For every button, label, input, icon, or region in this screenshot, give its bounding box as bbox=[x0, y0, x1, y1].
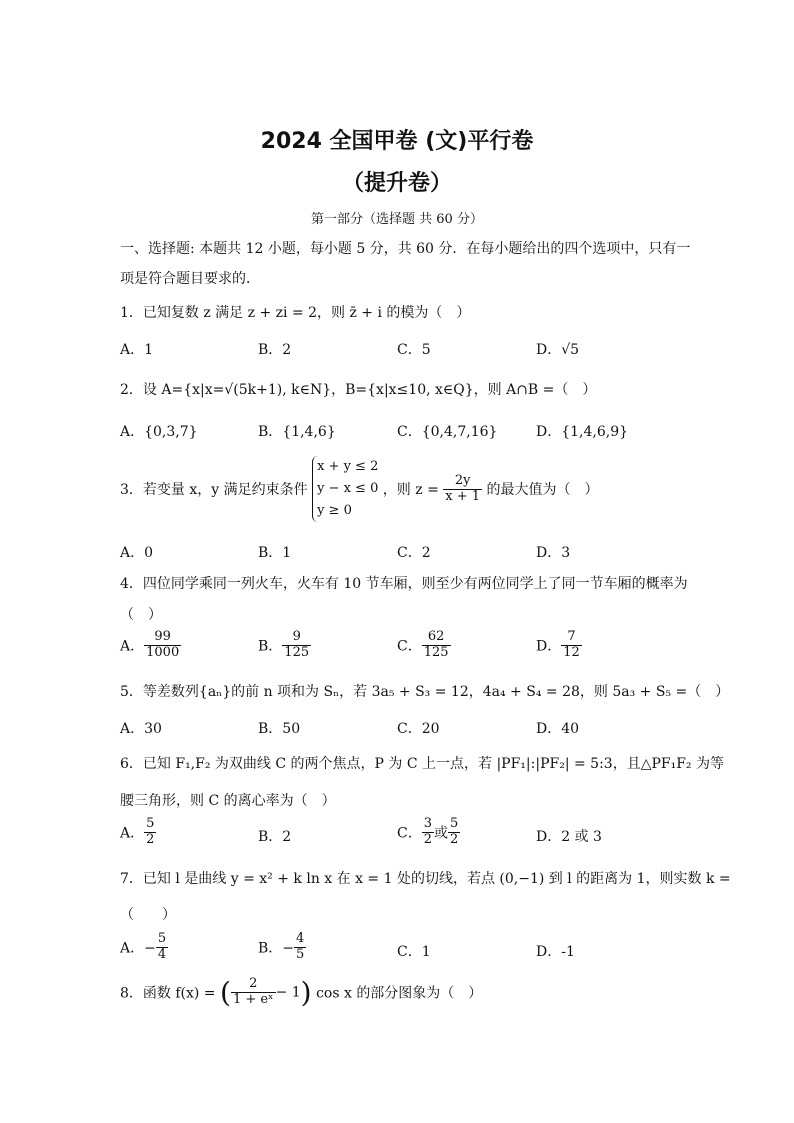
q5-option-b[interactable]: B．50 bbox=[258, 721, 301, 737]
q7-option-c[interactable]: C．1 bbox=[397, 944, 431, 960]
q3-denominator: x + 1 bbox=[445, 488, 481, 504]
q6-c-label: C． bbox=[397, 825, 422, 842]
q6-c-fraction-1 bbox=[422, 817, 434, 848]
constraint-system bbox=[312, 456, 378, 522]
q4-b-num: 9 bbox=[282, 630, 311, 646]
q7-option-b[interactable] bbox=[258, 932, 306, 963]
question-3-stem bbox=[120, 456, 680, 522]
q6-a-fraction bbox=[144, 817, 156, 848]
q2-option-b[interactable]: B．{1,4,6} bbox=[258, 424, 336, 440]
q4-d-fraction bbox=[561, 630, 582, 661]
part-heading: 第一部分（选择题 共 60 分） bbox=[311, 212, 483, 227]
q4-d-label: D． bbox=[536, 638, 562, 655]
q6-option-c[interactable] bbox=[397, 817, 460, 848]
q6-a-num: 5 bbox=[146, 816, 155, 831]
q3-post: 的最大值为（ ） bbox=[486, 482, 599, 498]
q1-option-b[interactable]: B．2 bbox=[258, 342, 292, 358]
q8-post: cos x 的部分图象为（ ） bbox=[316, 985, 483, 1002]
q7-a-label: A．− bbox=[120, 940, 156, 957]
q7-option-d[interactable]: D．-1 bbox=[536, 944, 575, 960]
q2-option-d[interactable]: D．{1,4,6,9} bbox=[536, 424, 629, 440]
constraint-3: y ≥ 0 bbox=[317, 503, 352, 518]
page-subtitle: （提升卷） bbox=[341, 171, 452, 196]
q5-option-d[interactable]: D．40 bbox=[536, 721, 580, 737]
q7-a-fraction bbox=[156, 932, 168, 963]
question-5-stem: 5．等差数列{aₙ}的前 n 项和为 Sₙ，若 3a₅ + S₃ = 12，4a₄ + S₄ = 28，则 5a₃ + S₅ =（ ） bbox=[120, 684, 730, 700]
q6-a-label: A． bbox=[120, 825, 145, 842]
q7-a-den: 4 bbox=[157, 946, 167, 962]
q7-a-num: 5 bbox=[157, 931, 167, 946]
q4-c-fraction bbox=[422, 630, 451, 661]
q6-c-or: 或 bbox=[434, 825, 448, 842]
section-intro: 一、选择题: 本题共 12 小题，每小题 5 分，共 60 分．在每小题给出的四个选项中，只有一 bbox=[120, 241, 691, 257]
q5-option-c[interactable]: C．20 bbox=[397, 721, 440, 737]
q4-a-fraction bbox=[144, 630, 181, 661]
question-4-stem: 4．四位同学乘同一列火车，火车有 10 节车厢，则至少有两位同学上了同一节车厢的概率为 bbox=[120, 576, 688, 592]
q2-option-c[interactable]: C．{0,4,7,16} bbox=[397, 424, 498, 440]
q7-b-den: 5 bbox=[296, 946, 305, 962]
q7-option-a[interactable] bbox=[120, 932, 168, 963]
q4-a-num: 99 bbox=[144, 630, 181, 646]
q7-b-fraction bbox=[294, 932, 306, 963]
q3-pre: 3．若变量 x，y 满足约束条件 bbox=[120, 482, 308, 498]
question-8-stem bbox=[120, 976, 680, 1009]
question-4-paren: （ ） bbox=[120, 607, 162, 623]
question-1-stem: 1．已知复数 z 满足 z + zi = 2，则 z̄ + i 的模为（ ） bbox=[120, 305, 471, 321]
left-paren: ( bbox=[220, 976, 231, 1009]
q8-denominator: 1 + eˣ bbox=[232, 992, 274, 1007]
q4-d-num: 7 bbox=[561, 630, 582, 646]
page-title: 2024 全国甲卷 (文)平行卷 bbox=[260, 129, 534, 154]
q6-c-den-1: 2 bbox=[423, 831, 432, 847]
q6-option-a[interactable] bbox=[120, 817, 156, 848]
q6-a-den: 2 bbox=[146, 831, 155, 847]
q3-option-c[interactable]: C．2 bbox=[397, 545, 431, 561]
right-paren: ) bbox=[300, 976, 312, 1009]
q3-fraction bbox=[443, 474, 482, 505]
q1-option-d[interactable]: D．√5 bbox=[536, 342, 580, 358]
q4-a-label: A． bbox=[120, 638, 145, 655]
question-6-stem-cont: 腰三角形，则 C 的离心率为（ ） bbox=[120, 793, 336, 809]
q1-option-c[interactable]: C．5 bbox=[397, 342, 431, 358]
question-7-paren: （ ） bbox=[120, 907, 176, 923]
q4-b-fraction bbox=[282, 630, 311, 661]
q2-option-a[interactable]: A．{0,3,7} bbox=[120, 424, 198, 440]
q6-c-fraction-2 bbox=[448, 817, 460, 848]
q4-a-den: 1000 bbox=[146, 644, 180, 660]
q4-option-d[interactable] bbox=[536, 630, 582, 661]
q3-option-d[interactable]: D．3 bbox=[536, 545, 571, 561]
q4-option-b[interactable] bbox=[258, 630, 311, 661]
q6-c-num-1: 3 bbox=[423, 816, 432, 831]
constraint-1: x + y ≤ 2 bbox=[317, 459, 379, 474]
section-intro-cont: 项是符合题目要求的． bbox=[120, 271, 260, 287]
q1-option-a[interactable]: A．1 bbox=[120, 342, 154, 358]
q8-minus: − 1 bbox=[275, 984, 301, 1001]
q3-numerator: 2y bbox=[443, 474, 482, 490]
q6-c-den-2: 2 bbox=[450, 831, 459, 847]
q6-c-num-2: 5 bbox=[450, 816, 459, 831]
q8-pre: 8．函数 f(x) = bbox=[120, 985, 216, 1002]
q4-b-label: B． bbox=[258, 638, 283, 655]
constraint-2: y − x ≤ 0 bbox=[317, 481, 379, 496]
question-7-stem: 7．已知 l 是曲线 y = x² + k ln x 在 x = 1 处的切线，若点 (0,−1) 到 l 的距离为 1，则实数 k = bbox=[120, 871, 731, 887]
q3-option-b[interactable]: B．1 bbox=[258, 545, 292, 561]
q4-d-den: 12 bbox=[563, 644, 580, 660]
question-6-stem: 6．已知 F₁,F₂ 为双曲线 C 的两个焦点，P 为 C 上一点，若 |PF₁|:|PF₂| = 5:3，且△PF₁F₂ 为等 bbox=[120, 756, 724, 772]
q4-option-c[interactable] bbox=[397, 630, 451, 661]
q5-option-a[interactable]: A．30 bbox=[120, 721, 162, 737]
q3-option-a[interactable]: A．0 bbox=[120, 545, 154, 561]
q6-option-d[interactable]: D．2 或 3 bbox=[536, 829, 602, 845]
q7-b-num: 4 bbox=[296, 931, 305, 946]
q8-fraction bbox=[231, 977, 276, 1008]
q6-option-b[interactable]: B．2 bbox=[258, 829, 292, 845]
q3-mid: ，则 z = bbox=[382, 482, 439, 498]
q4-c-den: 125 bbox=[423, 644, 449, 660]
q7-b-label: B．− bbox=[258, 940, 295, 957]
q4-option-a[interactable] bbox=[120, 630, 181, 661]
q8-numerator: 2 bbox=[231, 977, 276, 993]
question-2-stem: 2．设 A={x|x=√(5k+1), k∈N}，B={x|x≤10, x∈Q}，则 A∩B =（ ） bbox=[120, 382, 597, 398]
q4-b-den: 125 bbox=[284, 644, 310, 660]
q4-c-num: 62 bbox=[422, 630, 451, 646]
q4-c-label: C． bbox=[397, 638, 422, 655]
